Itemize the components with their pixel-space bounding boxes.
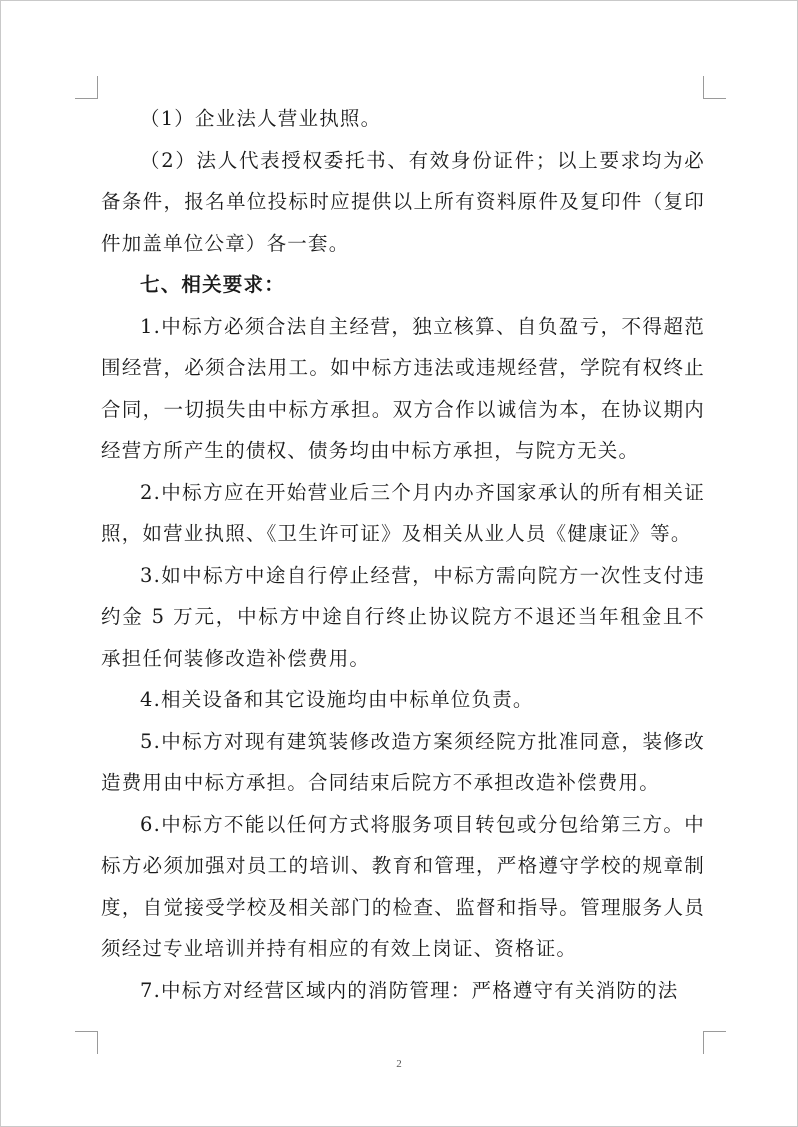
document-body: [101, 98, 705, 1011]
crop-mark-bottom-right: [703, 1031, 726, 1054]
paragraph-requirement-7: 7.中标方对经营区域内的消防管理：严格遵守有关消防的法: [140, 978, 679, 1002]
paragraph-requirement-3: 3.如中标方中途自行停止经营，中标方需向院方一次性支付违约金 5 万元，中标方中途自行终止协议院方不退还当年租金且不承担任何装修改造补偿费用。: [101, 563, 705, 670]
paragraph-authorization-letter: （2）法人代表授权委托书、有效身份证件；以上要求均为必备条件，报名单位投标时应提供以上所有资料原件及复印件（复印件加盖单位公章）各一套。: [101, 148, 705, 255]
paragraph-requirement-2: 2.中标方应在开始营业后三个月内办齐国家承认的所有相关证照，如营业执照、《卫生许可证》及相关从业人员《健康证》等。: [101, 480, 705, 545]
paragraph-requirement-6: 6.中标方不能以任何方式将服务项目转包或分包给第三方。中标方必须加强对员工的培训、教育和管理，严格遵守学校的规章制度，自觉接受学校及相关部门的检查、监督和指导。管理服务人员须经过专业培训并持有相应的有效上岗证、资格证。: [101, 812, 705, 960]
crop-mark-top-right: [703, 76, 726, 99]
crop-mark-bottom-left: [75, 1031, 98, 1054]
section-heading-requirements: 七、相关要求：: [140, 273, 285, 296]
paragraph-requirement-1: 1.中标方必须合法自主经营，独立核算、自负盈亏，不得超范围经营，必须合法用工。如中标方违法或违规经营，学院有权终止合同，一切损失由中标方承担。双方合作以诚信为本，在协议期内经营方所产生的债权、债务均由中标方承担，与院方无关。: [101, 314, 705, 462]
paragraph-requirement-4: 4.相关设备和其它设施均由中标单位负责。: [140, 688, 534, 711]
crop-mark-top-left: [75, 76, 98, 99]
page-number: 2: [396, 1058, 402, 1070]
paragraph-business-license: （1）企业法人营业执照。: [140, 107, 382, 130]
paragraph-requirement-5: 5.中标方对现有建筑装修改造方案须经院方批准同意，装修改造费用由中标方承担。合同结束后院方不承担改造补偿费用。: [101, 729, 705, 794]
